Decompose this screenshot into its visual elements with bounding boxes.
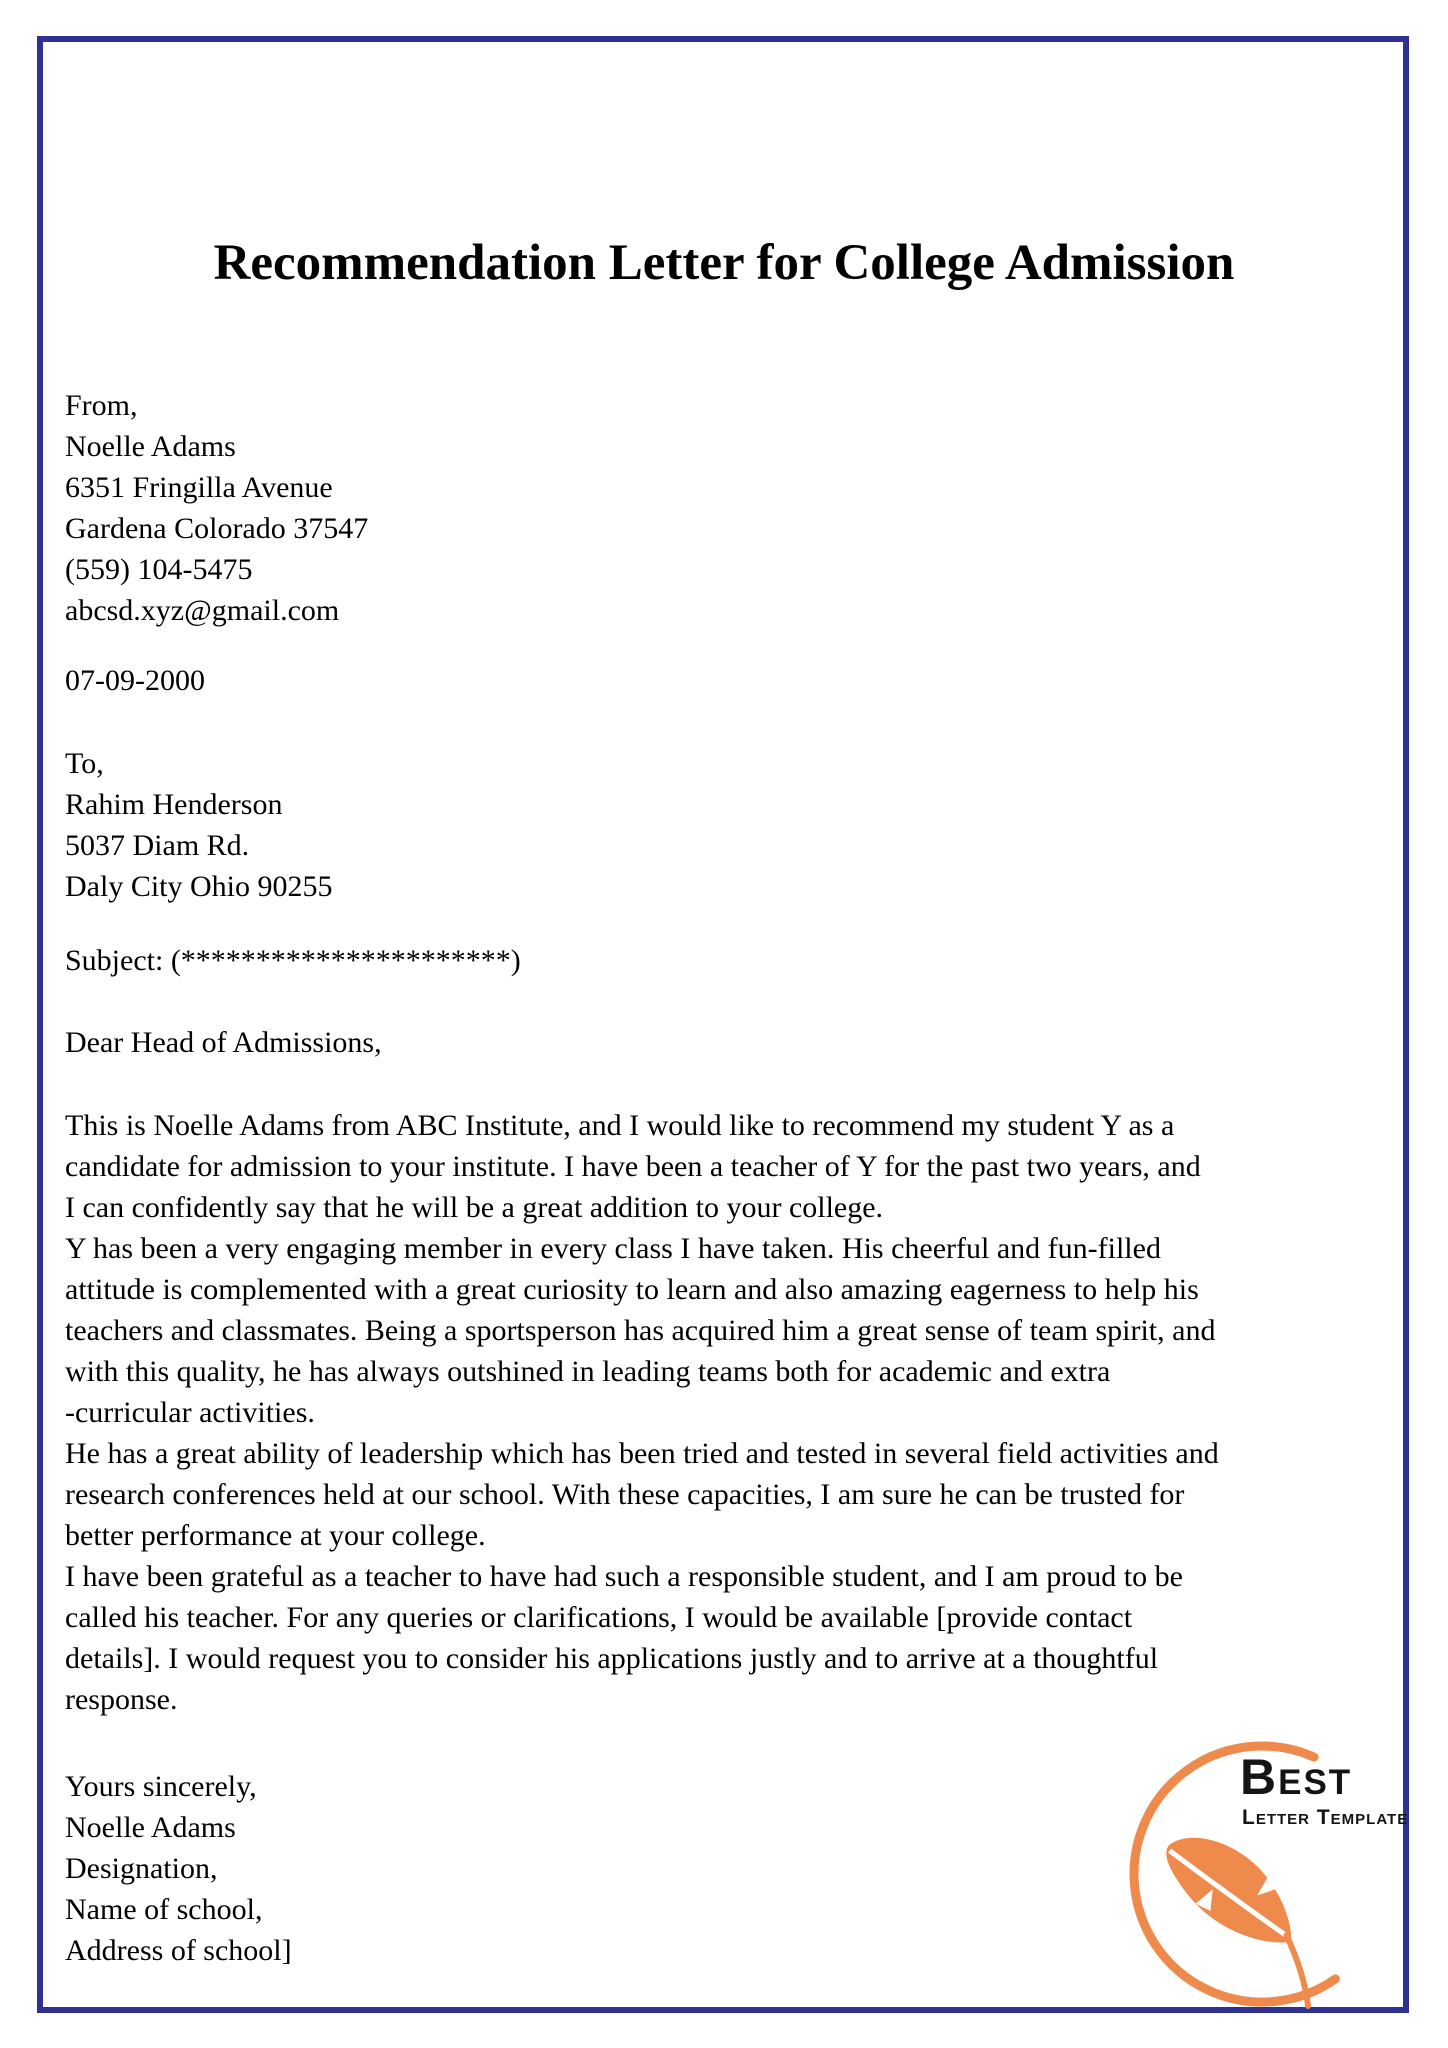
text-line: Address of school] — [65, 1934, 292, 1967]
feather-quill-icon — [1147, 1814, 1356, 2006]
text-line: Rahim Henderson — [65, 788, 283, 821]
text-line: He has a great ability of leadership which has been tried and tested in several field activities and — [65, 1437, 1219, 1470]
text-line: Name of school, — [65, 1893, 263, 1926]
text-line: This is Noelle Adams from ABC Institute, and I would like to recommend my student Y as a — [65, 1109, 1175, 1142]
text-line: From, — [65, 389, 138, 422]
text-line: response. — [65, 1683, 178, 1716]
text-line: 5037 Diam Rd. — [65, 829, 250, 862]
text-line: Gardena Colorado 37547 — [65, 512, 369, 545]
best-letter-template-logo — [1122, 1736, 1412, 2026]
salutation: Dear Head of Admissions, — [65, 1026, 382, 1059]
text-line: attitude is complemented with a great curiosity to learn and also amazing eagerness to help his — [65, 1273, 1199, 1306]
text-line: (559) 104-5475 — [65, 553, 253, 586]
text-line: research conferences held at our school. With these capacities, I am sure he can be trusted for — [65, 1478, 1185, 1511]
letter-content — [65, 385, 1399, 1971]
text-line: details]. I would request you to consider his applications justly and to arrive at a thoughtful — [65, 1642, 1159, 1675]
text-line: To, — [65, 747, 104, 780]
text-line: Daly City Ohio 90255 — [65, 870, 333, 903]
text-line: -curricular activities. — [65, 1396, 315, 1429]
text-line: Noelle Adams — [65, 430, 236, 463]
text-line: 6351 Fringilla Avenue — [65, 471, 333, 504]
text-line: better performance at your college. — [65, 1519, 486, 1552]
text-line: with this quality, he has always outshined in leading teams both for academic and extra — [65, 1355, 1111, 1388]
text-line: Designation, — [65, 1852, 218, 1885]
text-line: Yours sincerely, — [65, 1770, 257, 1803]
text-line: teachers and classmates. Being a sportsperson has acquired him a great sense of team spirit, and — [65, 1314, 1216, 1347]
subject-line: Subject: (**********************) — [65, 944, 521, 977]
text-line: Y has been a very engaging member in every class I have taken. His cheerful and fun-filled — [65, 1232, 1161, 1265]
letter-date: 07-09-2000 — [65, 664, 205, 697]
sender-address-block — [65, 385, 1399, 631]
text-line: abcsd.xyz@gmail.com — [65, 594, 340, 627]
logo-brand-name: Best — [1240, 1749, 1353, 1805]
text-line: I can confidently say that he will be a great addition to your college. — [65, 1191, 884, 1224]
body-paragraphs — [65, 1105, 1399, 1720]
text-line: candidate for admission to your institute. I have been a teacher of Y for the past two years, and — [65, 1150, 1201, 1183]
letter-title: Recommendation Letter for College Admission — [213, 235, 1235, 291]
text-line: Noelle Adams — [65, 1811, 236, 1844]
recipient-address-block — [65, 743, 1399, 907]
logo-brand-subtitle: Letter Template — [1242, 1806, 1409, 1829]
text-line: called his teacher. For any queries or clarifications, I would be available [provide contact — [65, 1601, 1133, 1634]
text-line: I have been grateful as a teacher to have had such a responsible student, and I am proud to be — [65, 1560, 1183, 1593]
